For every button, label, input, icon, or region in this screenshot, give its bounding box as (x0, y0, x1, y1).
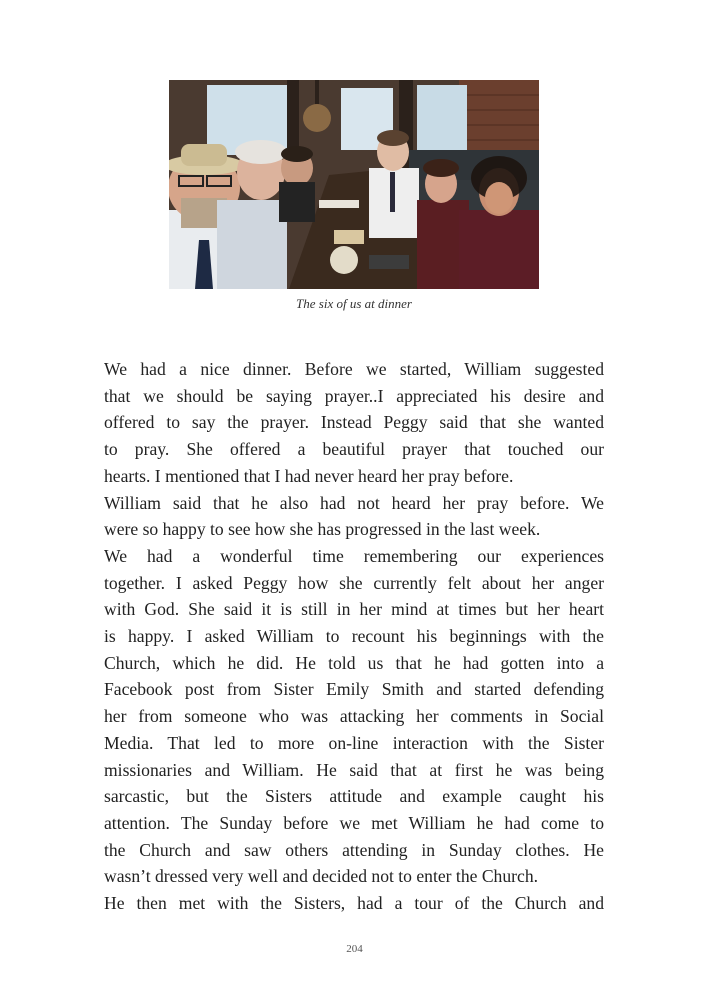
body-line: sarcastic, but the Sisters attitude and example caught his (104, 786, 604, 807)
body-line: Church, which he did. He told us that he had gotten into a (104, 652, 604, 673)
page-number: 204 (346, 943, 363, 955)
body-line: wasn’t dressed very well and decided not to enter the Church. (104, 866, 539, 887)
body-line: the Church and saw others attending in Sunday clothes. He (104, 839, 604, 860)
body-text (104, 356, 604, 917)
body-line: We had a wonderful time remembering our experiences (104, 545, 604, 566)
body-line: hearts. I mentioned that I had never heard her pray before. (104, 465, 514, 486)
body-line: that we should be saying prayer..I appreciated his desire and (104, 385, 604, 406)
body-line: her from someone who was attacking her comments in Social (104, 706, 604, 727)
body-line: to pray. She offered a beautiful prayer that touched our (104, 439, 604, 460)
body-line: We had a nice dinner. Before we started, William suggested (104, 359, 604, 379)
body-line: Facebook post from Sister Emily Smith and started defending (104, 679, 604, 700)
body-line: with God. She said it is still in her mind at times but her heart (104, 599, 604, 620)
body-line: William said that he also had not heard her pray before. We (104, 492, 604, 513)
body-line: offered to say the prayer. Instead Peggy said that she wanted (104, 412, 604, 433)
body-line: attention. The Sunday before we met William he had come to (104, 812, 604, 833)
body-line: is happy. I asked William to recount his beginnings with the (104, 626, 604, 647)
figure-caption: The six of us at dinner (296, 296, 412, 311)
body-line: He then met with the Sisters, had a tour of the Church and (104, 893, 604, 914)
body-line: together. I asked Peggy how she currently felt about her anger (104, 572, 604, 593)
body-line: missionaries and William. He said that at first he was being (104, 759, 604, 780)
body-line: were so happy to see how she has progressed in the last week. (104, 519, 541, 540)
body-line: Media. That led to more on-line interaction with the Sister (104, 732, 604, 753)
dinner-group-photo (169, 80, 539, 289)
